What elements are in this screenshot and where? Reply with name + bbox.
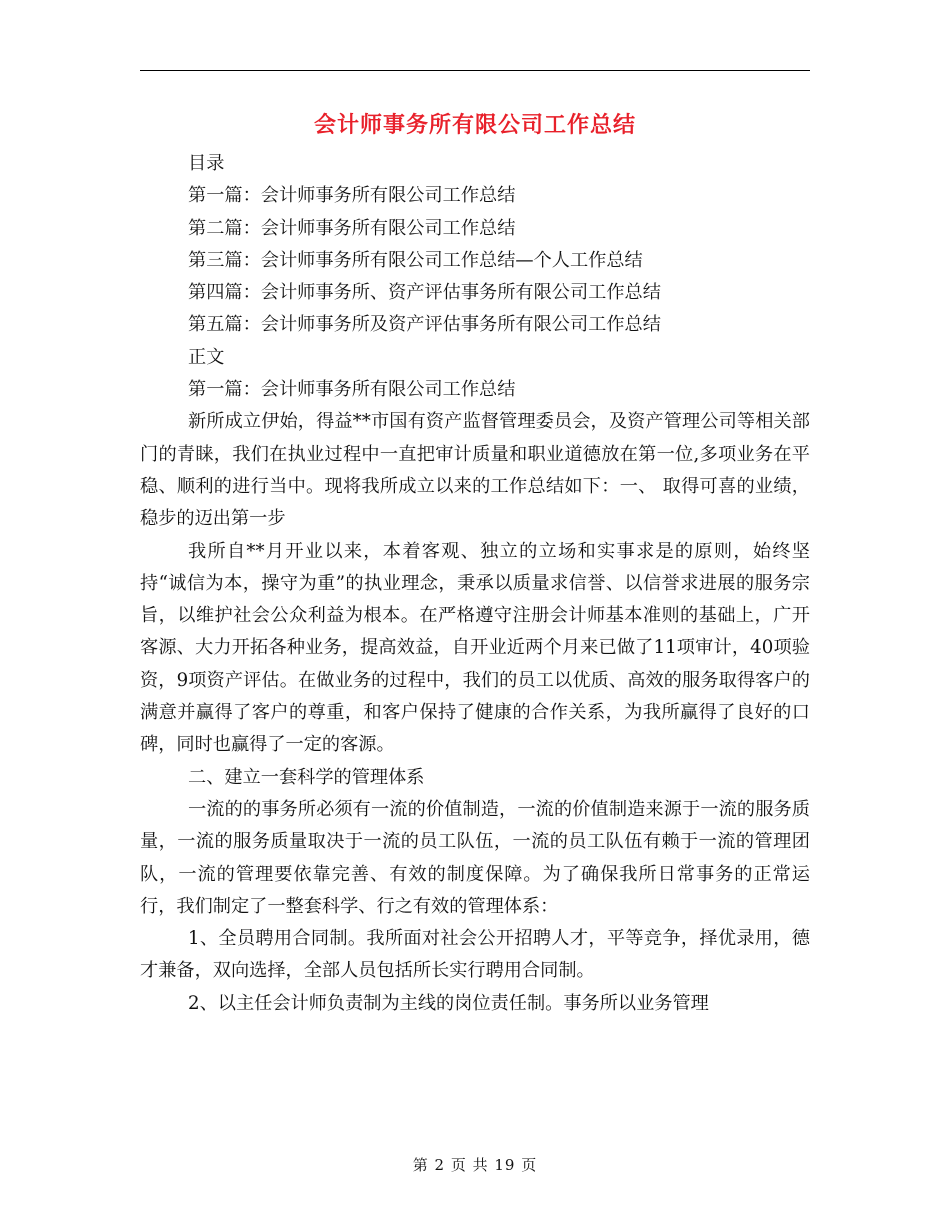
toc-item: 第二篇：会计师事务所有限公司工作总结 bbox=[188, 217, 516, 239]
paragraph: 我所自**月开业以来，本着客观、独立的立场和实事求是的原则，始终坚持“诚信为本，操守为重”的执业理念，秉承以质量求信誉、以信誉求进展的服务宗旨，以维护社会公众利益为根本。在严格遵守注册会计师基本准则的基础上，广开客源、大力开拓各种业务，提高效益，自开业近两个月来已做了11项审计，40项验资，9项资产评估。在做业务的过程中，我们的员工以优质、高效的服务取得客户的满意并赢得了客户的尊重，和客户保持了健康的合作关系，为我所赢得了良好的口碑，同时也赢得了一定的客源。 bbox=[140, 540, 810, 756]
toc-item: 第一篇：会计师事务所有限公司工作总结 bbox=[188, 185, 516, 207]
toc-heading: 目录 bbox=[188, 153, 225, 174]
document-title: 会计师事务所有限公司工作总结 bbox=[313, 113, 636, 138]
section-heading: 二、建立一套科学的管理体系 bbox=[188, 766, 425, 788]
paragraph: 新所成立伊始，得益**市国有资产监督管理委员会，及资产管理公司等相关部门的青睐，我们在执业过程中一直把审计质量和职业道德放在第一位,多项业务在平稳、顺利的进行当中。现将我所成立以来的工作总结如下：一、 取得可喜的业绩，稳步的迈出第一步 bbox=[140, 411, 810, 530]
page-footer: 第 2 页 共 19 页 bbox=[412, 1156, 538, 1174]
chapter-title: 第一篇：会计师事务所有限公司工作总结 bbox=[188, 379, 516, 401]
header-rule bbox=[140, 70, 810, 71]
paragraph: 2、以主任会计师负责制为主线的岗位责任制。事务所以业务管理 bbox=[188, 992, 709, 1014]
toc-item: 第五篇：会计师事务所及资产评估事务所有限公司工作总结 bbox=[188, 314, 661, 336]
document-body bbox=[140, 148, 810, 1020]
body-heading: 正文 bbox=[188, 346, 225, 368]
toc-item: 第三篇：会计师事务所有限公司工作总结—个人工作总结 bbox=[188, 249, 643, 271]
toc-item: 第四篇：会计师事务所、资产评估事务所有限公司工作总结 bbox=[188, 282, 661, 304]
paragraph: 1、全员聘用合同制。我所面对社会公开招聘人才，平等竞争，择优录用，德才兼备，双向选择，全部人员包括所长实行聘用合同制。 bbox=[140, 928, 810, 982]
paragraph: 一流的的事务所必须有一流的价值制造，一流的价值制造来源于一流的服务质量，一流的服务质量取决于一流的员工队伍，一流的员工队伍有赖于一流的管理团队，一流的管理要依靠完善、有效的制度保障。为了确保我所日常事务的正常运行，我们制定了一整套科学、行之有效的管理体系： bbox=[140, 798, 810, 917]
